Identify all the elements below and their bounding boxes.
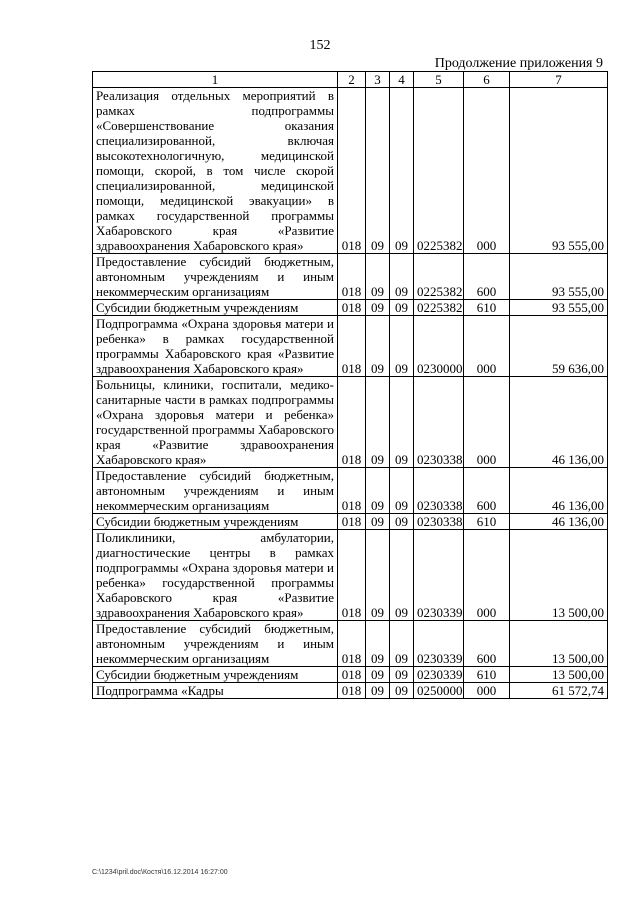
table-header-row xyxy=(93,72,608,88)
table-row xyxy=(93,530,608,621)
subsection-code-cell: 09 xyxy=(390,468,414,514)
table-row xyxy=(93,377,608,468)
column-header: 2 xyxy=(338,72,366,88)
column-header: 7 xyxy=(510,72,608,88)
table-row xyxy=(93,683,608,699)
file-path-footer: C:\1234\pril.doc\Костя\16.12.2014 16:27:00 xyxy=(92,869,228,876)
admin-code-cell: 018 xyxy=(338,88,366,254)
amount-cell: 93 555,00 xyxy=(510,88,608,254)
row-name-cell xyxy=(93,514,338,530)
row-name-cell xyxy=(93,316,338,377)
amount-cell: 93 555,00 xyxy=(510,254,608,300)
column-header: 4 xyxy=(390,72,414,88)
admin-code-cell: 018 xyxy=(338,514,366,530)
row-name-cell xyxy=(93,254,338,300)
budget-table xyxy=(92,71,608,699)
row-name-cell xyxy=(93,300,338,316)
admin-code-cell: 018 xyxy=(338,300,366,316)
table-row xyxy=(93,300,608,316)
table-body xyxy=(93,88,608,699)
target-article-cell: 0230338 xyxy=(414,377,464,468)
expense-type-cell: 600 xyxy=(464,468,510,514)
table-row xyxy=(93,316,608,377)
target-article-cell: 0250000 xyxy=(414,683,464,699)
target-article-cell: 0225382 xyxy=(414,254,464,300)
expense-type-cell: 600 xyxy=(464,254,510,300)
amount-cell: 13 500,00 xyxy=(510,530,608,621)
admin-code-cell: 018 xyxy=(338,683,366,699)
target-article-cell: 0225382 xyxy=(414,300,464,316)
table-row xyxy=(93,254,608,300)
subsection-code-cell: 09 xyxy=(390,530,414,621)
row-name-cell xyxy=(93,683,338,699)
expense-type-cell: 000 xyxy=(464,530,510,621)
section-code-cell: 09 xyxy=(366,468,390,514)
amount-cell: 46 136,00 xyxy=(510,468,608,514)
target-article-cell: 0230338 xyxy=(414,514,464,530)
section-code-cell: 09 xyxy=(366,621,390,667)
subsection-code-cell: 09 xyxy=(390,254,414,300)
subsection-code-cell: 09 xyxy=(390,88,414,254)
appendix-continuation-label: Продолжение приложения 9 xyxy=(434,56,603,71)
row-name-text: Предоставление субсидий бюджетным, автономным учреждениям и иным некоммерческим организациям xyxy=(96,621,334,666)
admin-code-cell: 018 xyxy=(338,316,366,377)
subsection-code-cell: 09 xyxy=(390,300,414,316)
section-code-cell: 09 xyxy=(366,683,390,699)
table-row xyxy=(93,468,608,514)
admin-code-cell: 018 xyxy=(338,254,366,300)
amount-cell: 93 555,00 xyxy=(510,300,608,316)
row-name-cell xyxy=(93,88,338,254)
row-name-text: Предоставление субсидий бюджетным, автономным учреждениям и иным некоммерческим организациям xyxy=(96,254,334,299)
admin-code-cell: 018 xyxy=(338,621,366,667)
row-name-text: Больницы, клиники, госпитали, медико-санитарные части в рамках подпрограммы «Охрана здоровья матери и ребенка» государственной программы Хабаровского края «Развитие здравоохранения Хабаровского края» xyxy=(96,377,334,467)
column-header: 1 xyxy=(93,72,338,88)
row-name-text: Поликлиники, амбулатории, диагностические центры в рамках подпрограммы «Охрана здоровья матери и ребенка» государственной программы Хабаровского края «Развитие здравоохранения Хабаровского края» xyxy=(96,530,334,620)
subsection-code-cell: 09 xyxy=(390,621,414,667)
table-row xyxy=(93,88,608,254)
amount-cell: 13 500,00 xyxy=(510,621,608,667)
row-name-text: Предоставление субсидий бюджетным, автономным учреждениям и иным некоммерческим организациям xyxy=(96,468,334,513)
amount-cell: 13 500,00 xyxy=(510,667,608,683)
section-code-cell: 09 xyxy=(366,530,390,621)
admin-code-cell: 018 xyxy=(338,530,366,621)
target-article-cell: 0230339 xyxy=(414,621,464,667)
amount-cell: 61 572,74 xyxy=(510,683,608,699)
subsection-code-cell: 09 xyxy=(390,377,414,468)
expense-type-cell: 610 xyxy=(464,300,510,316)
subsection-code-cell: 09 xyxy=(390,316,414,377)
column-header: 3 xyxy=(366,72,390,88)
row-name-cell xyxy=(93,667,338,683)
table-row xyxy=(93,514,608,530)
expense-type-cell: 000 xyxy=(464,316,510,377)
expense-type-cell: 000 xyxy=(464,683,510,699)
table-row xyxy=(93,667,608,683)
section-code-cell: 09 xyxy=(366,667,390,683)
row-name-cell xyxy=(93,530,338,621)
admin-code-cell: 018 xyxy=(338,377,366,468)
table-row xyxy=(93,621,608,667)
row-name-text: Субсидии бюджетным учреждениям xyxy=(96,300,299,315)
target-article-cell: 0230339 xyxy=(414,530,464,621)
admin-code-cell: 018 xyxy=(338,468,366,514)
row-name-text: Субсидии бюджетным учреждениям xyxy=(96,667,299,682)
amount-cell: 59 636,00 xyxy=(510,316,608,377)
admin-code-cell: 018 xyxy=(338,667,366,683)
expense-type-cell: 600 xyxy=(464,621,510,667)
section-code-cell: 09 xyxy=(366,377,390,468)
section-code-cell: 09 xyxy=(366,88,390,254)
row-name-cell xyxy=(93,377,338,468)
row-name-text: Подпрограмма «Охрана здоровья матери и ребенка» в рамках государственной программы Хабаровского края «Развитие здравоохранения Хабаровского края» xyxy=(96,316,334,376)
expense-type-cell: 000 xyxy=(464,88,510,254)
expense-type-cell: 000 xyxy=(464,377,510,468)
target-article-cell: 0230338 xyxy=(414,468,464,514)
expense-type-cell: 610 xyxy=(464,514,510,530)
target-article-cell: 0225382 xyxy=(414,88,464,254)
row-name-cell xyxy=(93,468,338,514)
target-article-cell: 0230339 xyxy=(414,667,464,683)
amount-cell: 46 136,00 xyxy=(510,514,608,530)
section-code-cell: 09 xyxy=(366,316,390,377)
subsection-code-cell: 09 xyxy=(390,683,414,699)
subsection-code-cell: 09 xyxy=(390,667,414,683)
section-code-cell: 09 xyxy=(366,254,390,300)
subsection-code-cell: 09 xyxy=(390,514,414,530)
expense-type-cell: 610 xyxy=(464,667,510,683)
column-header: 5 xyxy=(414,72,464,88)
amount-cell: 46 136,00 xyxy=(510,377,608,468)
section-code-cell: 09 xyxy=(366,514,390,530)
row-name-cell xyxy=(93,621,338,667)
row-name-text: Реализация отдельных мероприятий в рамках подпрограммы «Совершенствование оказания специализированной, включая высокотехнологичную, медицинской помощи, скорой, в том числе скорой специализированной, медицинской помощи, медицинской эвакуации» в рамках государственной программы Хабаровского края «Развитие здравоохранения Хабаровского края» xyxy=(96,88,334,253)
section-code-cell: 09 xyxy=(366,300,390,316)
column-header: 6 xyxy=(464,72,510,88)
row-name-text: Подпрограмма «Кадры xyxy=(96,683,224,698)
target-article-cell: 0230000 xyxy=(414,316,464,377)
row-name-text: Субсидии бюджетным учреждениям xyxy=(96,514,299,529)
page-number: 152 xyxy=(309,38,331,53)
